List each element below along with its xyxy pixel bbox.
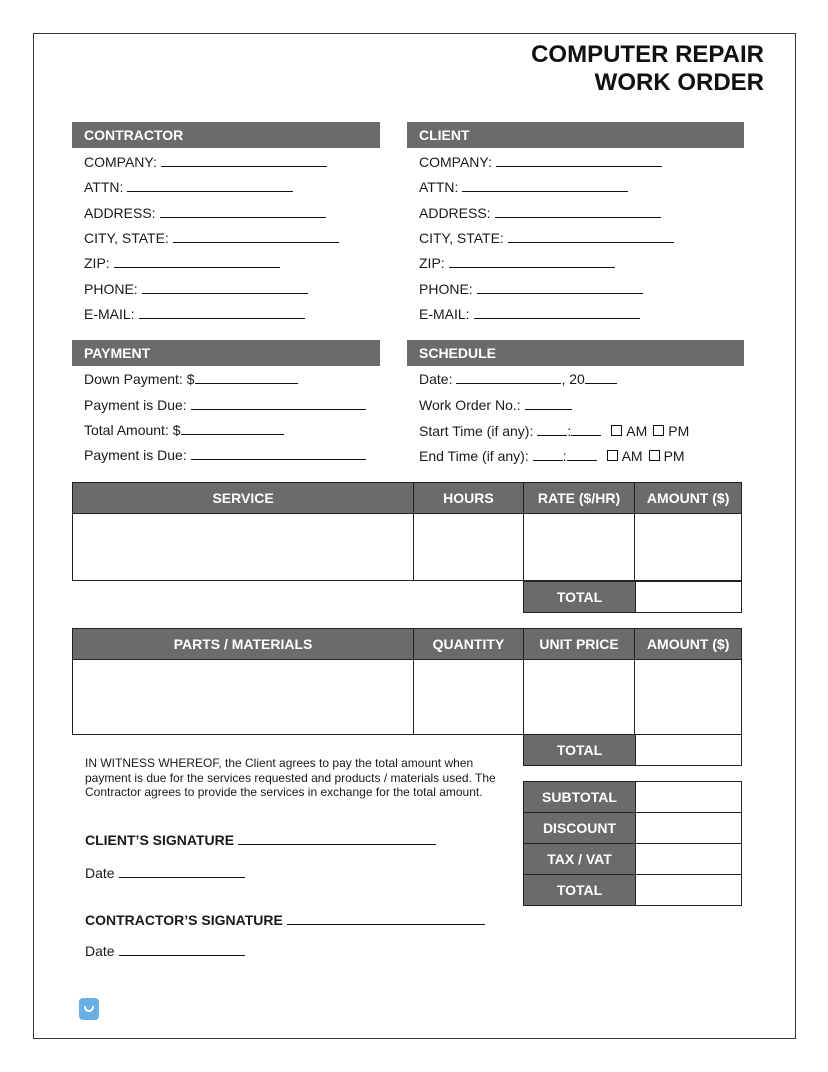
schedule-header: SCHEDULE xyxy=(407,340,744,366)
contractor-phone-field[interactable] xyxy=(84,279,308,298)
client-signature-label: CLIENT’S SIGNATURE xyxy=(85,832,235,848)
unit-price-col-header: UNIT PRICE xyxy=(523,629,635,660)
field-label: End Time (if any): xyxy=(419,448,529,464)
payment-header: PAYMENT xyxy=(72,340,380,366)
field-label: COMPANY: xyxy=(84,154,157,170)
down-payment-field[interactable] xyxy=(84,369,298,388)
field-label: PHONE: xyxy=(84,281,138,297)
blank-line xyxy=(585,369,617,384)
service-cell[interactable] xyxy=(73,514,414,581)
field-label: ADDRESS: xyxy=(84,205,156,221)
payment-due-field-1[interactable] xyxy=(84,395,366,414)
field-label: COMPANY: xyxy=(419,154,492,170)
amount-col-header: AMOUNT ($) xyxy=(635,629,742,660)
tax-vat-value[interactable] xyxy=(636,844,742,875)
pm-label: PM xyxy=(663,448,685,464)
blank-line xyxy=(496,152,662,167)
blank-line xyxy=(449,253,615,268)
date-label: Date xyxy=(85,943,115,959)
field-label: CITY, STATE: xyxy=(84,230,169,246)
contractor-zip-field[interactable] xyxy=(84,253,280,272)
blank-line xyxy=(114,253,280,268)
client-company-field[interactable] xyxy=(419,152,662,171)
service-col-header: SERVICE xyxy=(73,483,414,514)
witness-clause: IN WITNESS WHEREOF, the Client agrees to pay the total amount when payment is due for the services requested and products / materials used. The Contractor agrees to provide the services in exchange for the total amount. xyxy=(85,756,496,799)
date-label: Date xyxy=(85,865,115,881)
blank-line xyxy=(474,304,640,319)
field-label: ATTN: xyxy=(84,179,124,195)
pm-checkbox[interactable] xyxy=(649,450,660,461)
field-label: PHONE: xyxy=(419,281,473,297)
amount-cell[interactable] xyxy=(635,660,742,735)
grand-total-value[interactable] xyxy=(636,875,742,906)
hours-cell[interactable] xyxy=(414,514,524,581)
quantity-cell[interactable] xyxy=(414,660,524,735)
field-label: Start Time (if any): xyxy=(419,423,534,439)
field-label: E-MAIL: xyxy=(419,306,470,322)
client-date-field[interactable] xyxy=(85,863,245,882)
field-label: Date: xyxy=(419,371,453,387)
parts-total-row xyxy=(523,734,742,766)
blank-line xyxy=(533,446,563,461)
discount-label: DISCOUNT xyxy=(524,813,636,844)
contractor-address-field[interactable] xyxy=(84,203,326,222)
year-prefix: , 20 xyxy=(561,371,585,387)
blank-line xyxy=(456,369,561,384)
blank-line xyxy=(567,446,597,461)
signature-line xyxy=(238,830,436,845)
contractor-attn-field[interactable] xyxy=(84,177,293,196)
field-label: Payment is Due: xyxy=(84,397,187,413)
client-address-field[interactable] xyxy=(419,203,661,222)
am-checkbox[interactable] xyxy=(607,450,618,461)
field-label: Total Amount: $ xyxy=(84,422,181,438)
client-zip-field[interactable] xyxy=(419,253,615,272)
title-line-2: WORK ORDER xyxy=(594,69,764,96)
end-time-field[interactable] xyxy=(419,446,685,465)
parts-col-header: PARTS / MATERIALS xyxy=(73,629,414,660)
field-label: ZIP: xyxy=(84,255,110,271)
payment-due-field-2[interactable] xyxy=(84,445,366,464)
client-city-state-field[interactable] xyxy=(419,228,674,247)
blank-line xyxy=(181,420,284,435)
blank-line xyxy=(119,863,245,878)
parts-cell[interactable] xyxy=(73,660,414,735)
rate-col-header: RATE ($/HR) xyxy=(523,483,635,514)
field-label: ADDRESS: xyxy=(419,205,491,221)
am-checkbox[interactable] xyxy=(611,425,622,436)
time-separator: : xyxy=(567,423,572,439)
title-line-1: COMPUTER REPAIR xyxy=(531,41,764,68)
field-label: ATTN: xyxy=(419,179,459,195)
start-time-field[interactable] xyxy=(419,421,689,440)
blank-line xyxy=(191,395,366,410)
client-header: CLIENT xyxy=(407,122,744,148)
service-total-row xyxy=(523,581,742,613)
service-table xyxy=(72,482,742,581)
blank-line xyxy=(119,941,245,956)
contractor-email-field[interactable] xyxy=(84,304,305,323)
pm-checkbox[interactable] xyxy=(653,425,664,436)
discount-value[interactable] xyxy=(636,813,742,844)
field-label: Payment is Due: xyxy=(84,447,187,463)
work-order-no-field[interactable] xyxy=(419,395,572,414)
subtotal-value[interactable] xyxy=(636,782,742,813)
field-label: ZIP: xyxy=(419,255,445,271)
contractor-header: CONTRACTOR xyxy=(72,122,380,148)
field-label: E-MAIL: xyxy=(84,306,135,322)
field-label: Work Order No.: xyxy=(419,397,521,413)
field-label: Down Payment: $ xyxy=(84,371,195,387)
client-signature-field[interactable] xyxy=(85,830,436,848)
signature-line xyxy=(287,910,485,925)
service-total-label: TOTAL xyxy=(524,582,636,613)
unit-price-cell[interactable] xyxy=(523,660,635,735)
amount-col-header: AMOUNT ($) xyxy=(635,483,742,514)
contractor-signature-field[interactable] xyxy=(85,910,485,928)
blank-line xyxy=(495,203,661,218)
blank-line xyxy=(571,421,601,436)
blank-line xyxy=(525,395,572,410)
service-total-value[interactable] xyxy=(636,582,742,613)
am-label: AM xyxy=(626,423,648,439)
total-amount-field[interactable] xyxy=(84,420,284,439)
blank-line xyxy=(160,203,326,218)
blank-line xyxy=(139,304,305,319)
subtotal-label: SUBTOTAL xyxy=(524,782,636,813)
amount-cell[interactable] xyxy=(635,514,742,581)
contractor-company-field[interactable] xyxy=(84,152,327,171)
document-title xyxy=(531,41,764,97)
tax-vat-label: TAX / VAT xyxy=(524,844,636,875)
form-logo-icon xyxy=(79,998,99,1020)
client-email-field[interactable] xyxy=(419,304,640,323)
blank-line xyxy=(508,228,674,243)
parts-total-label: TOTAL xyxy=(524,735,636,766)
blank-line xyxy=(195,369,298,384)
contractor-date-field[interactable] xyxy=(85,941,245,960)
client-phone-field[interactable] xyxy=(419,279,643,298)
field-label: CITY, STATE: xyxy=(419,230,504,246)
client-attn-field[interactable] xyxy=(419,177,628,196)
quantity-col-header: QUANTITY xyxy=(414,629,524,660)
rate-cell[interactable] xyxy=(523,514,635,581)
blank-line xyxy=(173,228,339,243)
am-label: AM xyxy=(621,448,643,464)
schedule-date-field[interactable] xyxy=(419,369,617,388)
blank-line xyxy=(191,445,366,460)
contractor-signature-label: CONTRACTOR’S SIGNATURE xyxy=(85,912,283,928)
blank-line xyxy=(127,177,293,192)
parts-table xyxy=(72,628,742,735)
blank-line xyxy=(142,279,308,294)
summary-table xyxy=(523,781,742,906)
pm-label: PM xyxy=(668,423,690,439)
blank-line xyxy=(477,279,643,294)
hours-col-header: HOURS xyxy=(414,483,524,514)
blank-line xyxy=(161,152,327,167)
contractor-city-state-field[interactable] xyxy=(84,228,339,247)
time-separator: : xyxy=(562,448,567,464)
blank-line xyxy=(462,177,628,192)
parts-total-value[interactable] xyxy=(636,735,742,766)
blank-line xyxy=(537,421,567,436)
grand-total-label: TOTAL xyxy=(524,875,636,906)
